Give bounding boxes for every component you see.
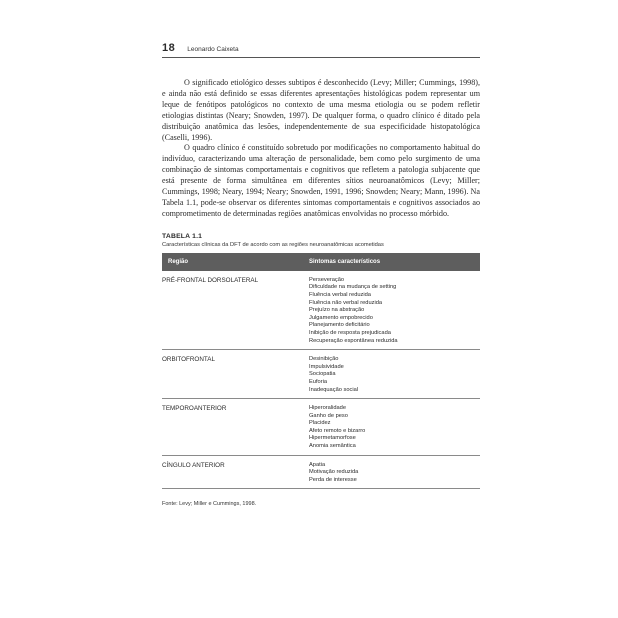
symptom-item: Apatia	[309, 461, 326, 468]
running-header	[162, 42, 480, 58]
header-symptoms: Sintomas característicos	[309, 258, 381, 265]
table-source: Fonte: Levy; Miller e Cummings, 1998.	[162, 501, 257, 508]
symptom-item: Euforia	[309, 378, 328, 385]
region-cell: CÍNGULO ANTERIOR	[162, 461, 225, 469]
symptom-item: Dificuldade na mudança de setting	[309, 284, 397, 291]
table-header-row	[162, 253, 480, 271]
symptom-item: Fluência não verbal reduzida	[309, 299, 383, 306]
symptom-item: Impulsividade	[309, 363, 344, 370]
symptom-item: Julgamento empobrecido	[309, 314, 373, 321]
book-page	[162, 42, 480, 507]
symptoms-cell	[309, 462, 480, 485]
table-row	[162, 350, 480, 399]
table-title: TABELA 1.1	[162, 232, 203, 240]
symptom-item: Perda de interesse	[309, 476, 357, 483]
paragraph: O quadro clínico é constituído sobretudo por modificações no comportamento habitual do indivíduo, caracterizando uma alteração de personalidade, bem como pelo surgimento de uma combinação de sintomas comportamentais e cognitivos que refletem a patologia subjacente que está presente de forma simultânea em diferentes sítios neuroanatômicos (Levy; Miller; Cummings, 1998; Neary, 1994; Neary; Snowden, 1991, 1996; Snowden; Neary; Mann, 1996). Na Tabela 1.1, pode-se observar os diferentes sintomas comportamentais e cognitivos associados ao comprometimento de determinadas regiões anatômicas envolvidas no processo mórbido.	[162, 143, 480, 218]
paragraph: O significado etiológico desses subtipos é desconhecido (Levy; Miller; Cummings, 1998), e ainda não está definido se essas diferentes apresentações histológicas podem representar um leque de fenótipos patológicos no contexto de uma mesma etiologia ou se podem refletir etiologias distintas (Neary; Snowden, 1997). De qualquer forma, o quadro clínico é ditado pela distribuição anatômica das lesões, independentemente de sua especificidade histopatológica (Caselli, 1996).	[162, 78, 480, 142]
symptoms-cell	[309, 356, 480, 394]
symptom-item: Perseveração	[309, 276, 345, 283]
symptom-item: Hipermetamorfose	[309, 435, 356, 442]
body-text	[162, 78, 480, 220]
symptoms-cell	[309, 277, 480, 345]
table-row	[162, 271, 480, 350]
symptom-item: Hiperoralidade	[309, 405, 346, 412]
symptom-item: Inibição de resposta prejudicada	[309, 329, 391, 336]
symptom-item: Recuperação espontânea reduzida	[309, 337, 398, 344]
region-cell: TEMPOROANTERIOR	[162, 405, 227, 413]
symptom-item: Placidez	[309, 420, 331, 427]
table-body	[162, 271, 480, 490]
symptoms-cell	[309, 405, 480, 451]
symptom-item: Inadequação social	[309, 386, 359, 393]
symptom-item: Sociopatia	[309, 371, 336, 378]
symptoms-table	[162, 253, 480, 490]
header-region: Região	[168, 258, 189, 265]
symptom-item: Planejamento deficitário	[309, 322, 370, 329]
page-number: 18	[162, 42, 176, 54]
table-row	[162, 399, 480, 456]
symptom-item: Fluência verbal reduzida	[309, 291, 371, 298]
region-cell: ORBITOFRONTAL	[162, 356, 215, 364]
symptom-item: Prejuízo na abstração	[309, 307, 365, 314]
symptom-item: Afeto remoto e bizarro	[309, 427, 366, 434]
symptom-item: Anomia semântica	[309, 443, 356, 450]
symptom-item: Ganho de peso	[309, 412, 348, 419]
symptom-item: Desinibição	[309, 356, 339, 363]
table-caption: Características clínicas da DFT de acordo com as regiões neuroanatômicas acometidas	[162, 241, 384, 248]
region-cell: PRÉ-FRONTAL DORSOLATERAL	[162, 276, 259, 284]
running-author: Leonardo Caixeta	[187, 46, 239, 53]
symptom-item: Motivação reduzida	[309, 469, 359, 476]
table-row	[162, 456, 480, 490]
